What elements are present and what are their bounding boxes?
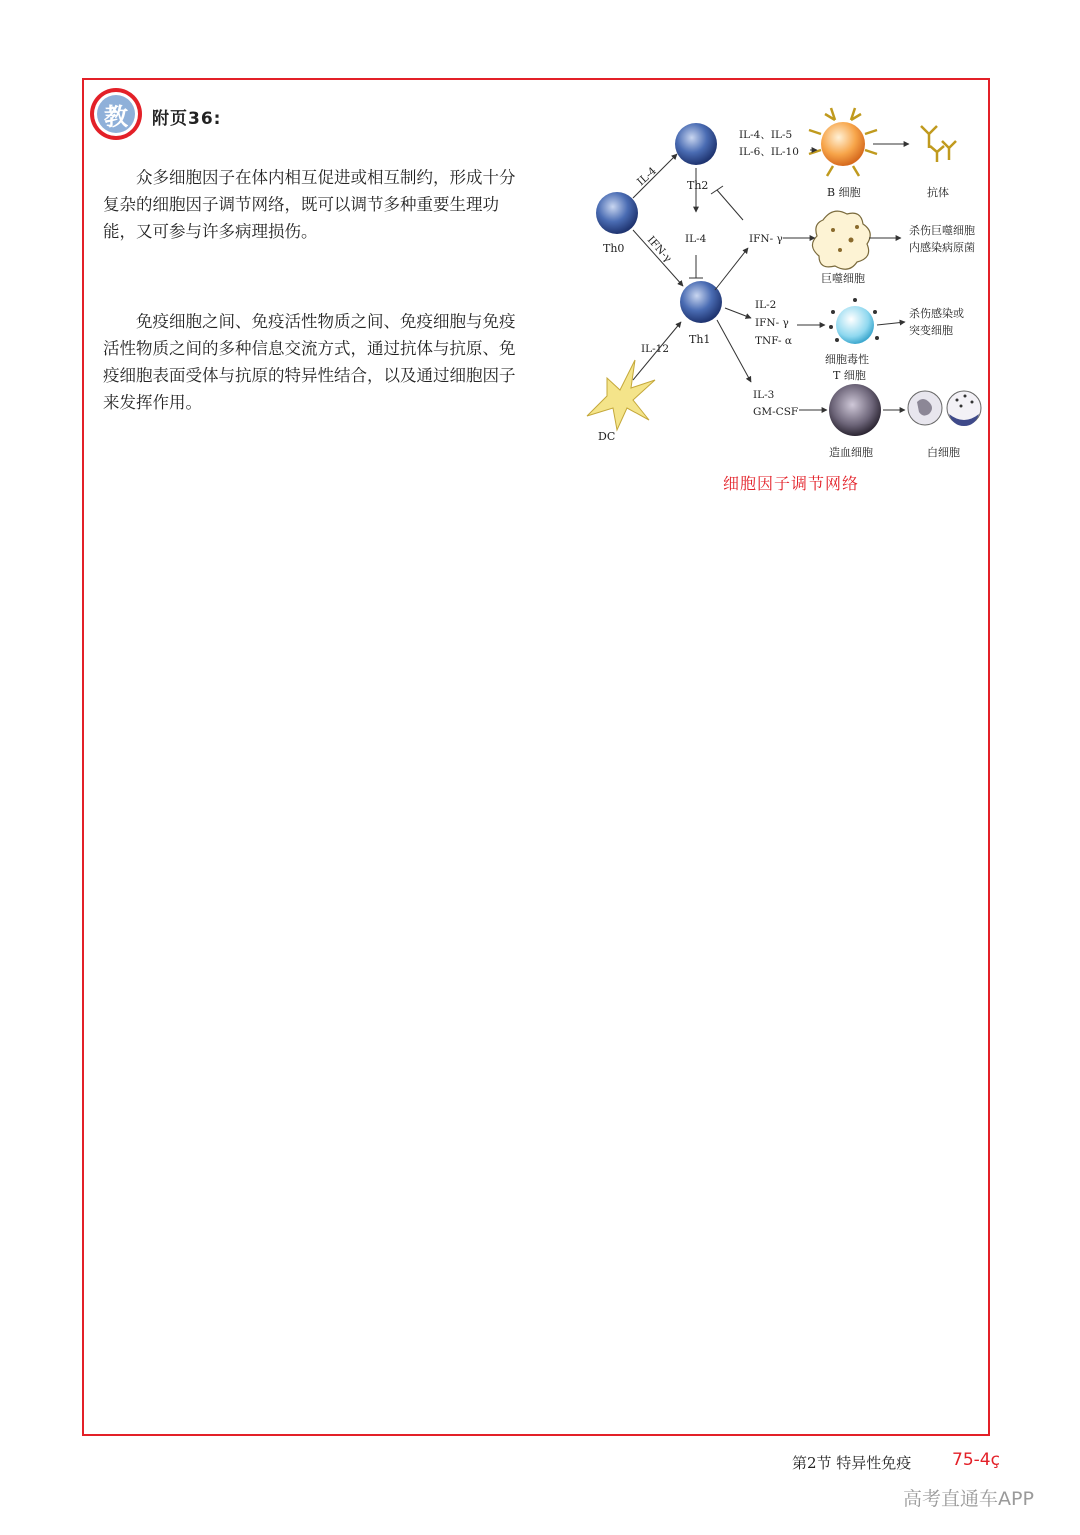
edge-dc-th1: IL-12 <box>641 343 670 355</box>
outcome-macrophage-2: 内感染病原菌 <box>909 241 975 254</box>
network-arrows <box>633 144 909 410</box>
cytokine-network-diagram <box>565 90 990 475</box>
outcome-macrophage-1: 杀伤巨噬细胞 <box>909 224 975 237</box>
outcome-ctl-1: 杀伤感染或 <box>909 307 964 320</box>
hematopoietic-cell <box>829 384 881 436</box>
edge-th1-ifn: IFN- γ <box>749 233 783 245</box>
attachment-title: 附页36: <box>152 109 222 129</box>
leukocyte-label: 白细胞 <box>927 446 960 459</box>
ctl-label-2: T 细胞 <box>833 369 866 382</box>
edge-th0-th1: IFN-γ <box>644 233 675 265</box>
antibody-icon <box>921 126 956 162</box>
watermark: 高考直通车APP <box>903 1488 1034 1510</box>
ctl-cell <box>829 298 879 344</box>
footer-section-title: 第2节 特异性免疫 <box>792 1454 912 1472</box>
dc-label: DC <box>598 430 616 443</box>
edge-th1-hema-1: IL-3 <box>753 389 775 401</box>
edge-th1-hema-2: GM-CSF <box>753 406 799 418</box>
outcome-ctl-2: 突变细胞 <box>909 324 953 337</box>
edge-th0-th2: IL-4 <box>634 165 659 189</box>
page-number: 75-4ç <box>952 1450 1000 1470</box>
edge-th2-b-1: IL-4、IL-5 <box>739 129 793 141</box>
badge-char: 教 <box>97 95 135 133</box>
edge-th1-ctl-2: IFN- γ <box>755 317 789 329</box>
b-cell-label: B 细胞 <box>827 186 861 199</box>
b-cell <box>809 108 877 176</box>
edge-th1-ctl-1: IL-2 <box>755 299 777 311</box>
th2-cell <box>675 123 717 165</box>
paragraph-1: 众多细胞因子在体内相互促进或相互制约，形成十分复杂的细胞因子调节网络，既可以调节多种重要生理功能，又可参与许多病理损伤。 <box>103 168 516 241</box>
leukocyte-cells <box>908 391 981 426</box>
teacher-badge-icon <box>90 88 142 140</box>
th1-label: Th1 <box>689 333 711 346</box>
macrophage-cell <box>812 211 870 269</box>
dc-cell <box>587 360 655 430</box>
th1-cell <box>680 281 722 323</box>
paragraph-2: 免疫细胞之间、免疫活性物质之间、免疫细胞与免疫活性物质之间的多种信息交流方式，通过抗体与抗原、免疫细胞表面受体与抗原的特异性结合，以及通过细胞因子来发挥作用。 <box>103 312 516 412</box>
th0-cell <box>596 192 638 234</box>
ctl-label-1: 细胞毒性 <box>825 353 869 366</box>
diagram-caption: 细胞因子调节网络 <box>723 474 860 493</box>
edge-th2-th1: IL-4 <box>685 233 707 245</box>
macrophage-label: 巨噬细胞 <box>821 272 865 285</box>
hematopoietic-label: 造血细胞 <box>829 446 873 459</box>
edge-th1-ctl-3: TNF- α <box>755 335 792 347</box>
antibody-label: 抗体 <box>927 186 949 199</box>
th0-label: Th0 <box>603 242 625 255</box>
edge-th2-b-2: IL-6、IL-10 <box>739 146 799 158</box>
th2-label: Th2 <box>687 179 709 192</box>
